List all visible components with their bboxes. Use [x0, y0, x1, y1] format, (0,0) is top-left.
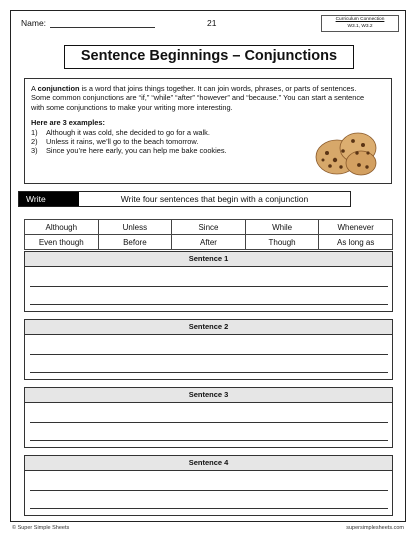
example-text: Although it was cold, she decided to go for a walk. [46, 127, 210, 137]
page-title: Sentence Beginnings – Conjunctions [64, 45, 354, 69]
name-label: Name: [21, 18, 47, 28]
curriculum-codes: W3.1, W3.2 [347, 23, 373, 29]
example-number: 2) [31, 137, 38, 147]
write-instruction: Write four sentences that begin with a conjunction [120, 194, 309, 204]
sentence-label: Sentence 4 [25, 456, 392, 471]
write-tag: Write [19, 192, 79, 206]
conjunction-cell: After [172, 235, 246, 250]
writing-line[interactable] [30, 286, 388, 287]
curriculum-title: Curriculum Connection [335, 17, 385, 22]
sentence-box-4 [24, 455, 393, 516]
conjunction-cell: Whenever [319, 220, 393, 235]
conjunction-cell: Although [25, 220, 99, 235]
conjunction-cell: Before [98, 235, 172, 250]
conjunction-cell: As long as [319, 235, 393, 250]
footer-website: supersimplesheets.com [346, 525, 404, 531]
conjunction-cell: Since [172, 220, 246, 235]
footer-copyright: © Super Simple Sheets [12, 525, 70, 531]
intro-lead: A [31, 84, 36, 93]
curriculum-connection-box [321, 15, 399, 32]
worksheet [10, 10, 406, 522]
writing-line[interactable] [30, 440, 388, 441]
sentence-box-2 [24, 319, 393, 380]
example-number: 1) [31, 127, 38, 137]
conjunction-cell: Unless [98, 220, 172, 235]
sentence-box-1 [24, 251, 393, 312]
intro-term: conjunction [37, 84, 80, 93]
example-text: Since you’re here early, you can help me bake cookies. [46, 146, 227, 156]
writing-line[interactable] [30, 508, 388, 509]
sentence-label: Sentence 2 [25, 320, 392, 335]
table-row [25, 235, 393, 250]
sentence-box-3 [24, 387, 393, 448]
cookies-illustration [313, 127, 379, 177]
table-row [25, 220, 393, 235]
example-text: Unless it rains, we’ll go to the beach tomorrow. [46, 137, 199, 147]
conjunctions-table [24, 219, 393, 250]
writing-line[interactable] [30, 304, 388, 305]
page-number: 21 [207, 18, 217, 28]
examples-title: Here are 3 examples: [31, 118, 105, 128]
writing-line[interactable] [30, 422, 388, 423]
sentence-label: Sentence 3 [25, 388, 392, 403]
sentence-label: Sentence 1 [25, 252, 392, 267]
writing-line[interactable] [30, 354, 388, 355]
intro-box [24, 78, 392, 184]
writing-line[interactable] [30, 490, 388, 491]
name-field [21, 18, 155, 28]
conjunction-cell: While [245, 220, 319, 235]
intro-paragraph [31, 84, 376, 112]
example-number: 3) [31, 146, 38, 156]
intro-text: is a word that joins things together. It can join words, phrases, or parts of sentences. Some common conjunctions are “if,” “while” “after” “however” and “because.” You can start a sentence with some conjunctions to make your writing more interesting. [31, 84, 365, 112]
writing-line[interactable] [30, 372, 388, 373]
conjunction-cell: Though [245, 235, 319, 250]
name-line[interactable] [50, 20, 155, 28]
write-instruction-bar [18, 191, 351, 207]
conjunction-cell: Even though [25, 235, 99, 250]
